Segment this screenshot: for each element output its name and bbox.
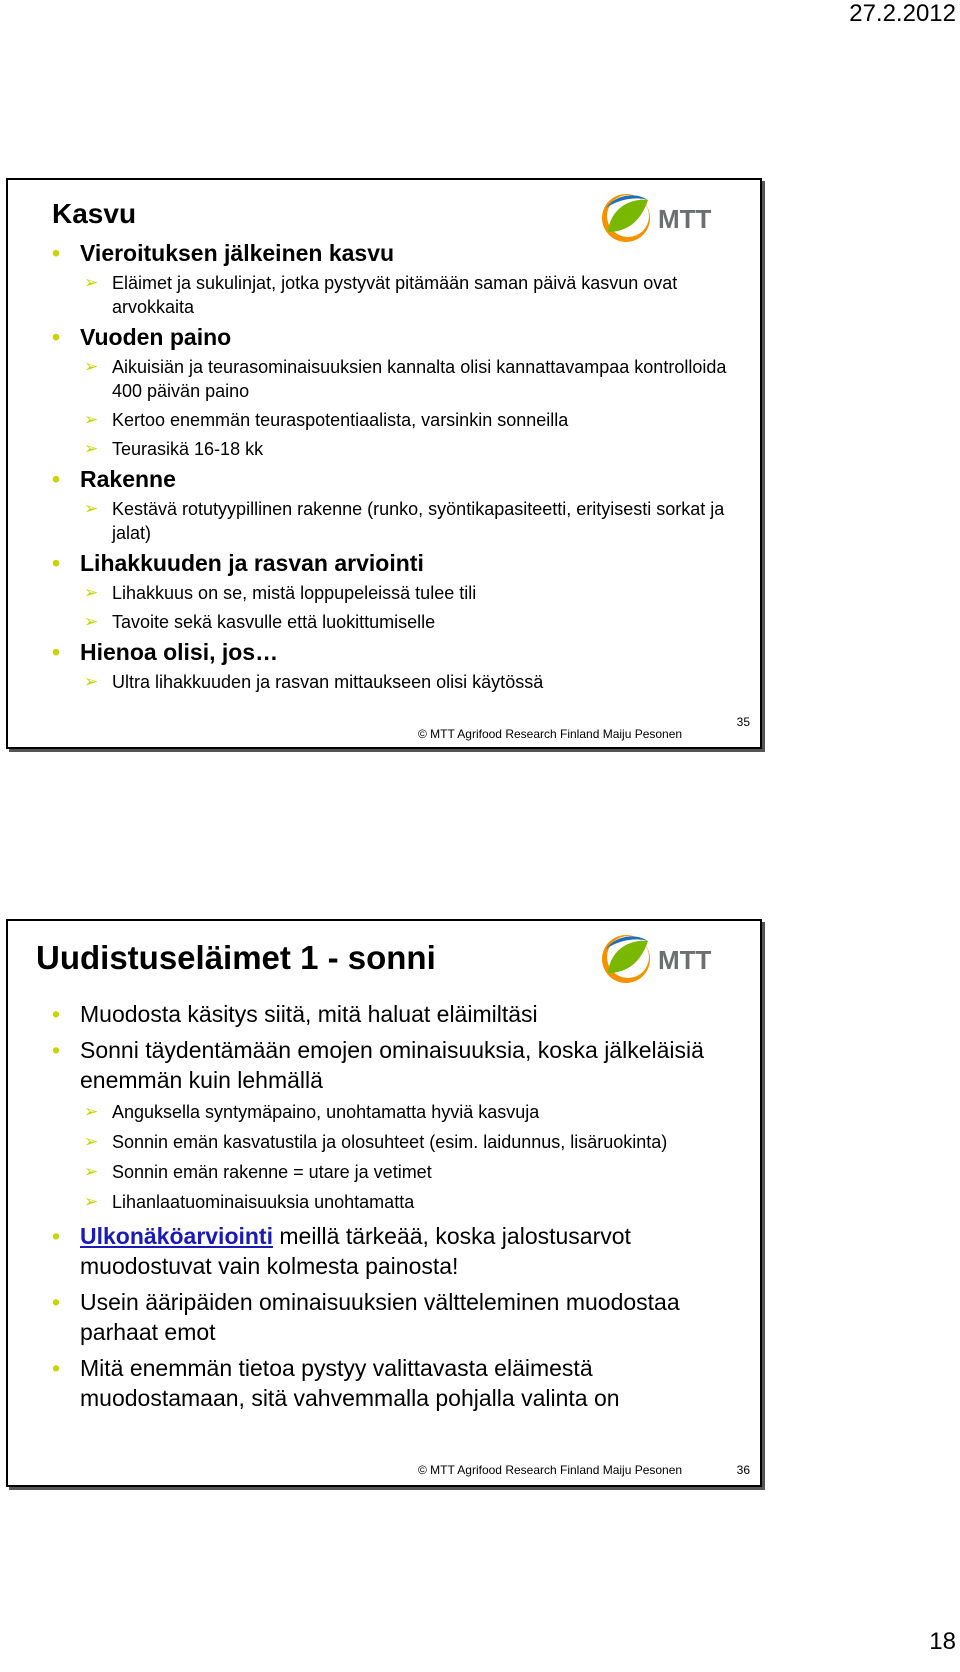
slide-number: 36 bbox=[736, 1463, 750, 1477]
sub-bullet-list bbox=[80, 271, 732, 319]
bullet-text: Hienoa olisi, jos… bbox=[80, 639, 279, 665]
slide-title: Kasvu bbox=[52, 198, 137, 229]
slide-36-bullets bbox=[52, 993, 732, 1413]
slide-title: Uudistuseläimet 1 - sonni bbox=[36, 939, 436, 976]
bullet-text: Vieroituksen jälkeinen kasvu bbox=[80, 240, 395, 266]
bullet-item bbox=[52, 639, 732, 694]
footer-copyright: © MTT Agrifood Research Finland Maiju Pesonen bbox=[418, 727, 683, 741]
bullet-item bbox=[52, 1035, 732, 1215]
slide-36 bbox=[6, 919, 762, 1487]
slide-35 bbox=[6, 178, 762, 749]
sub-bullet-list bbox=[80, 670, 732, 694]
sub-bullet-item: ➢ Ultra lihakkuuden ja rasvan mittaukseen olisi käytössä bbox=[80, 670, 732, 694]
bullet-item bbox=[52, 1287, 732, 1347]
bullet-text: Sonni täydentämään emojen ominaisuuksia, koska jälkeläisiä enemmän kuin lehmällä bbox=[80, 1037, 704, 1093]
bullet-item bbox=[52, 550, 732, 634]
sub-bullet-item: ➢ Kertoo enemmän teuraspotentiaalista, varsinkin sonneilla bbox=[80, 408, 732, 432]
footer-copyright: © MTT Agrifood Research Finland Maiju Pesonen bbox=[418, 1463, 683, 1477]
bullet-text: Muodosta käsitys siitä, mitä haluat eläimiltäsi bbox=[80, 1001, 538, 1027]
sub-bullet-item: ➢ Teurasikä 16-18 kk bbox=[80, 437, 732, 461]
bullet-item bbox=[52, 999, 732, 1029]
page-number: 18 bbox=[929, 1628, 956, 1655]
bullet-text: Usein ääripäiden ominaisuuksien vältteleminen muodostaa parhaat emot bbox=[80, 1289, 680, 1345]
sub-bullet-item: ➢ Kestävä rotutyypillinen rakenne (runko, syöntikapasiteetti, erityisesti sorkat ja jalat) bbox=[80, 497, 732, 545]
ulkonakoarviointi-link[interactable]: Ulkonäköarviointi bbox=[80, 1223, 273, 1249]
bullet-item bbox=[52, 1221, 732, 1281]
slide-number: 35 bbox=[736, 715, 750, 729]
sub-bullet-list bbox=[80, 355, 732, 461]
bullet-item bbox=[52, 466, 732, 545]
mtt-logo-icon bbox=[598, 929, 732, 989]
sub-bullet-list bbox=[80, 581, 732, 634]
page-date: 27.2.2012 bbox=[849, 0, 956, 27]
sub-bullet-item: ➢ Sonnin emän rakenne = utare ja vetimet bbox=[80, 1159, 732, 1185]
bullet-text: meillä tärkeää, koska jalostusarvot muodostuvat vain kolmesta painosta! bbox=[80, 1223, 631, 1279]
bullet-text: Lihakkuuden ja rasvan arviointi bbox=[80, 550, 424, 576]
sub-bullet-item: ➢ Sonnin emän kasvatustila ja olosuhteet (esim. laidunnus, lisäruokinta) bbox=[80, 1129, 732, 1155]
slide-35-bullets bbox=[52, 235, 732, 694]
sub-bullet-item: ➢ Lihakkuus on se, mistä loppupeleissä tulee tili bbox=[80, 581, 732, 605]
sub-bullet-item: ➢ Anguksella syntymäpaino, unohtamatta hyviä kasvuja bbox=[80, 1099, 732, 1125]
bullet-item bbox=[52, 324, 732, 461]
bullet-item bbox=[52, 240, 732, 319]
bullet-text: Rakenne bbox=[80, 466, 176, 492]
sub-bullet-item: ➢ Aikuisiän ja teurasominaisuuksien kannalta olisi kannattavampaa kontrolloida 400 päivän paino bbox=[80, 355, 732, 403]
sub-bullet-list bbox=[80, 497, 732, 545]
bullet-text: Mitä enemmän tietoa pystyy valittavasta eläimestä muodostamaan, sitä vahvemmalla pohjalla valinta on bbox=[80, 1355, 620, 1411]
bullet-item bbox=[52, 1353, 732, 1413]
sub-bullet-item: ➢ Lihanlaatuominaisuuksia unohtamatta bbox=[80, 1189, 732, 1215]
svg-text:MTT: MTT bbox=[658, 204, 712, 234]
sub-bullet-item: ➢ Eläimet ja sukulinjat, jotka pystyvät pitämään saman päivä kasvun ovat arvokkaita bbox=[80, 271, 732, 319]
svg-text:MTT: MTT bbox=[658, 945, 712, 975]
bullet-text: Vuoden paino bbox=[80, 324, 232, 350]
sub-bullet-list bbox=[80, 1099, 732, 1215]
sub-bullet-item: ➢ Tavoite sekä kasvulle että luokittumiselle bbox=[80, 610, 732, 634]
